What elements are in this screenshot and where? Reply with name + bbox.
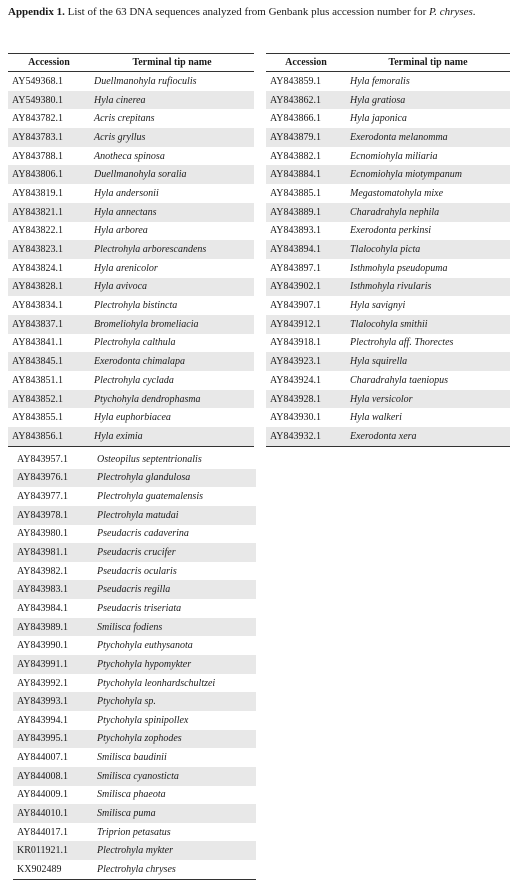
- table-row: [266, 165, 510, 184]
- terminal-tip-cell: Isthmohyla rivularis: [346, 278, 510, 297]
- accession-cell: AY843855.1: [12, 412, 64, 424]
- terminal-tip-cell: Plectrohyla aff. Thorectes: [350, 337, 454, 349]
- terminal-tip-cell: Ptychohyla sp.: [93, 692, 256, 711]
- table-row: [8, 165, 254, 184]
- accession-cell: AY843912.1: [266, 315, 346, 334]
- terminal-tip-cell: Ecnomiohyla miotympanum: [346, 165, 510, 184]
- terminal-tip-cell: Hyla arenicolor: [94, 262, 158, 274]
- terminal-tip-cell: Hyla annectans: [90, 203, 254, 222]
- accession-cell: AY843841.1: [12, 337, 64, 349]
- terminal-tip-cell: Pseudacris regilla: [93, 580, 256, 599]
- accession-header: Accession: [8, 54, 90, 72]
- accession-cell: AY843788.1: [12, 150, 64, 162]
- caption-end: .: [472, 6, 476, 18]
- table-row: [13, 730, 256, 749]
- table-row: [8, 390, 254, 409]
- table-row: [266, 371, 510, 390]
- terminal-tip-cell: Triprion petasatus: [97, 826, 171, 838]
- terminal-tip-cell: Plectrohyla cyclada: [94, 374, 174, 386]
- accession-cell: AY549380.1: [8, 91, 90, 110]
- table-row: [13, 543, 256, 562]
- table-row: [266, 109, 510, 128]
- table-row: [13, 506, 256, 525]
- accession-cell: AY843885.1: [270, 187, 322, 199]
- accession-cell: AY843932.1: [266, 427, 346, 446]
- accession-cell: AY843995.1: [13, 730, 93, 749]
- table-row: [13, 618, 256, 637]
- caption-text: List of the 63 DNA sequences analyzed from Genbank plus accession number for: [64, 6, 429, 18]
- table-row: [8, 371, 254, 390]
- terminal-tip-cell: Acris crepitans: [94, 113, 155, 125]
- accession-cell: AY843994.1: [17, 714, 69, 726]
- table-row: [266, 334, 510, 353]
- table-row: [8, 352, 254, 371]
- accession-cell: AY843882.1: [270, 150, 322, 162]
- accession-cell: AY843893.1: [270, 225, 322, 237]
- table-row: [266, 259, 510, 278]
- sequence-table-2: [266, 53, 510, 447]
- table-row: [13, 469, 256, 488]
- table-row: [8, 259, 254, 278]
- accession-cell: AY843834.1: [12, 300, 64, 312]
- terminal-tip-cell: Exerodonta perkinsi: [350, 225, 432, 237]
- terminal-tip-cell: Smilisca phaeota: [97, 789, 166, 801]
- sequence-table-3: [13, 450, 256, 880]
- table-row: [13, 860, 256, 879]
- terminal-tip-cell: Hyla avivoca: [90, 278, 254, 297]
- table-row: [8, 109, 254, 128]
- table-row: [13, 655, 256, 674]
- terminal-tip-cell: Plectrohyla calthula: [94, 337, 176, 349]
- accession-cell: AY843930.1: [270, 412, 322, 424]
- accession-cell: KX902489: [13, 860, 93, 879]
- table-row: [8, 296, 254, 315]
- table-row: [266, 315, 510, 334]
- table-row: [8, 203, 254, 222]
- accession-cell: AY843981.1: [13, 543, 93, 562]
- accession-cell: AY843957.1: [17, 453, 69, 465]
- table-row: [13, 450, 256, 469]
- accession-cell: AY843991.1: [13, 655, 93, 674]
- accession-cell: AY843859.1: [270, 75, 322, 87]
- table-row: [13, 599, 256, 618]
- accession-cell: AY843982.1: [17, 565, 69, 577]
- terminal-tip-cell: Ptychohyla euthysanota: [97, 640, 193, 652]
- table-row: [266, 222, 510, 241]
- terminal-tip-cell: Smilisca fodiens: [93, 618, 256, 637]
- table-row: [13, 786, 256, 805]
- terminal-tip-cell: Hyla eximia: [90, 427, 254, 446]
- accession-cell: AY843884.1: [266, 165, 346, 184]
- table-row: [13, 804, 256, 823]
- accession-cell: AY844009.1: [17, 789, 69, 801]
- table-row: [266, 72, 510, 91]
- accession-cell: AY843993.1: [13, 692, 93, 711]
- accession-cell: AY843977.1: [17, 491, 69, 503]
- terminal-tip-cell: Plectrohyla mykter: [93, 841, 256, 860]
- table-row: [8, 72, 254, 91]
- table-row: [266, 296, 510, 315]
- accession-cell: AY843819.1: [12, 187, 64, 199]
- terminal-tip-cell: Exerodonta melanomma: [346, 128, 510, 147]
- terminal-tip-cell: Hyla cinerea: [90, 91, 254, 110]
- accession-cell: AY843851.1: [12, 374, 64, 386]
- terminal-tip-cell: Hyla versicolor: [346, 390, 510, 409]
- accession-cell: AY843845.1: [8, 352, 90, 371]
- table-row: [266, 278, 510, 297]
- caption-label: Appendix 1.: [8, 6, 65, 18]
- terminal-tip-cell: Ptychohyla spinipollex: [97, 714, 189, 726]
- accession-cell: AY843894.1: [266, 240, 346, 259]
- terminal-tip-cell: Charadrahyla taeniopus: [350, 374, 449, 386]
- terminal-tip-cell: Hyla walkeri: [350, 412, 402, 424]
- table-row: [13, 692, 256, 711]
- terminal-tip-cell: Ptychohyla dendrophasma: [90, 390, 254, 409]
- accession-cell: AY843976.1: [13, 469, 93, 488]
- terminal-tip-cell: Smilisca cyanosticta: [93, 767, 256, 786]
- terminal-tip-cell: Plectrohyla bistincta: [94, 300, 178, 312]
- table-row: [13, 711, 256, 730]
- terminal-tip-cell: Smilisca puma: [93, 804, 256, 823]
- table-row: [13, 580, 256, 599]
- terminal-tip-cell: Anotheca spinosa: [94, 150, 165, 162]
- terminal-tip-cell: Pseudacris ocularis: [97, 565, 177, 577]
- terminal-tip-cell: Tlalocohyla smithii: [346, 315, 510, 334]
- terminal-tip-cell: Hyla arborea: [94, 225, 148, 237]
- accession-cell: AY843856.1: [8, 427, 90, 446]
- table-row: [13, 674, 256, 693]
- accession-cell: AY843806.1: [8, 165, 90, 184]
- accession-cell: AY843992.1: [17, 677, 69, 689]
- accession-cell: AY843862.1: [266, 91, 346, 110]
- terminal-tip-cell: Pseudacris triseriata: [97, 602, 182, 614]
- table-row: [13, 767, 256, 786]
- terminal-tip-cell: Hyla femoralis: [350, 75, 410, 87]
- table-row: [266, 184, 510, 203]
- table-row: [13, 525, 256, 544]
- table-row: [266, 408, 510, 427]
- accession-cell: AY843978.1: [13, 506, 93, 525]
- table-row: [266, 91, 510, 110]
- table-row: [8, 222, 254, 241]
- table-row: [266, 203, 510, 222]
- terminal-tip-cell: Hyla savignyi: [350, 300, 406, 312]
- accession-cell: AY843879.1: [266, 128, 346, 147]
- accession-cell: AY843828.1: [8, 278, 90, 297]
- accession-cell: AY843783.1: [8, 128, 90, 147]
- accession-cell: AY843866.1: [270, 113, 322, 125]
- terminal-tip-cell: Hyla euphorbiacea: [94, 412, 171, 424]
- accession-cell: AY843821.1: [8, 203, 90, 222]
- table-row: [13, 562, 256, 581]
- table-row: [266, 390, 510, 409]
- terminal-tip-cell: Plectrohyla matudai: [93, 506, 256, 525]
- table-row: [8, 128, 254, 147]
- terminal-tip-cell: Plectrohyla glandulosa: [93, 469, 256, 488]
- table-row: [8, 334, 254, 353]
- terminal-tip-cell: Duellmanohyla rufioculis: [94, 75, 197, 87]
- accession-cell: AY843923.1: [266, 352, 346, 371]
- accession-cell: AY843897.1: [270, 262, 322, 274]
- accession-cell: AY843983.1: [13, 580, 93, 599]
- accession-cell: AY843889.1: [266, 203, 346, 222]
- table-row: [266, 427, 510, 446]
- table-row: [8, 240, 254, 259]
- terminal-tip-cell: Hyla andersonii: [94, 187, 159, 199]
- accession-cell: AY844007.1: [17, 752, 69, 764]
- terminal-tip-cell: Tlalocohyla picta: [346, 240, 510, 259]
- table-row: [13, 487, 256, 506]
- accession-cell: AY843989.1: [13, 618, 93, 637]
- table-row: [266, 147, 510, 166]
- accession-cell: AY843824.1: [12, 262, 64, 274]
- terminal-tip-cell: Hyla squirella: [346, 352, 510, 371]
- accession-cell: AY549368.1: [12, 75, 64, 87]
- accession-cell: AY843990.1: [17, 640, 69, 652]
- terminal-tip-cell: Exerodonta xera: [346, 427, 510, 446]
- accession-cell: AY844017.1: [17, 826, 69, 838]
- table-row: [266, 240, 510, 259]
- terminal-tip-cell: Bromeliohyla bromeliacia: [90, 315, 254, 334]
- terminal-tip-cell: Megastomatohyla mixe: [350, 187, 444, 199]
- accession-cell: AY843984.1: [17, 602, 69, 614]
- terminal-tip-cell: Hyla gratiosa: [346, 91, 510, 110]
- table-row: [8, 147, 254, 166]
- terminal-tip-cell: Plectrohyla guatemalensis: [97, 491, 203, 503]
- accession-cell: KR011921.1: [13, 841, 93, 860]
- table-row: [13, 841, 256, 860]
- table-row: [266, 128, 510, 147]
- accession-cell: AY843837.1: [8, 315, 90, 334]
- terminal-tip-cell: Charadrahyla nephila: [346, 203, 510, 222]
- accession-cell: AY844008.1: [13, 767, 93, 786]
- terminal-tip-cell: Hyla japonica: [350, 113, 407, 125]
- terminal-tip-header: Terminal tip name: [90, 54, 254, 72]
- accession-cell: AY843852.1: [8, 390, 90, 409]
- table-row: [8, 408, 254, 427]
- accession-header: Accession: [266, 54, 346, 72]
- accession-cell: AY843924.1: [270, 374, 322, 386]
- table-row: [8, 184, 254, 203]
- terminal-tip-cell: Ptychohyla zophodes: [93, 730, 256, 749]
- table-row: [8, 315, 254, 334]
- accession-cell: AY843822.1: [12, 225, 64, 237]
- terminal-tip-cell: Plectrohyla arborescandens: [90, 240, 254, 259]
- terminal-tip-cell: Ptychohyla leonhardschultzei: [97, 677, 216, 689]
- terminal-tip-cell: Isthmohyla pseudopuma: [350, 262, 448, 274]
- accession-cell: AY843907.1: [270, 300, 322, 312]
- table-row: [13, 636, 256, 655]
- terminal-tip-cell: Duellmanohyla soralia: [90, 165, 254, 184]
- accession-cell: AY843980.1: [17, 528, 69, 540]
- sequence-table-1: [8, 53, 254, 447]
- table-row: [8, 91, 254, 110]
- terminal-tip-cell: Pseudacris crucifer: [93, 543, 256, 562]
- terminal-tip-cell: Exerodonta chimalapa: [90, 352, 254, 371]
- terminal-tip-cell: Acris gryllus: [90, 128, 254, 147]
- terminal-tip-cell: Plectrohyla chryses: [93, 860, 256, 879]
- terminal-tip-cell: Smilisca baudinii: [97, 752, 167, 764]
- table-row: [13, 823, 256, 842]
- accession-cell: AY843823.1: [8, 240, 90, 259]
- accession-cell: AY843928.1: [266, 390, 346, 409]
- terminal-tip-cell: Osteopilus septentrionalis: [97, 453, 202, 465]
- caption-species: P. chryses: [428, 6, 473, 18]
- accession-cell: AY844010.1: [13, 804, 93, 823]
- accession-cell: AY843902.1: [266, 278, 346, 297]
- accession-cell: AY843918.1: [270, 337, 322, 349]
- terminal-tip-header: Terminal tip name: [346, 54, 510, 72]
- appendix-caption: [8, 5, 510, 20]
- accession-cell: AY843782.1: [12, 113, 64, 125]
- table-row: [13, 748, 256, 767]
- table-row: [8, 278, 254, 297]
- terminal-tip-cell: Ptychohyla hypomykter: [93, 655, 256, 674]
- terminal-tip-cell: Ecnomiohyla miliaria: [350, 150, 438, 162]
- terminal-tip-cell: Pseudacris cadaverina: [97, 528, 189, 540]
- table-row: [266, 352, 510, 371]
- table-row: [8, 427, 254, 446]
